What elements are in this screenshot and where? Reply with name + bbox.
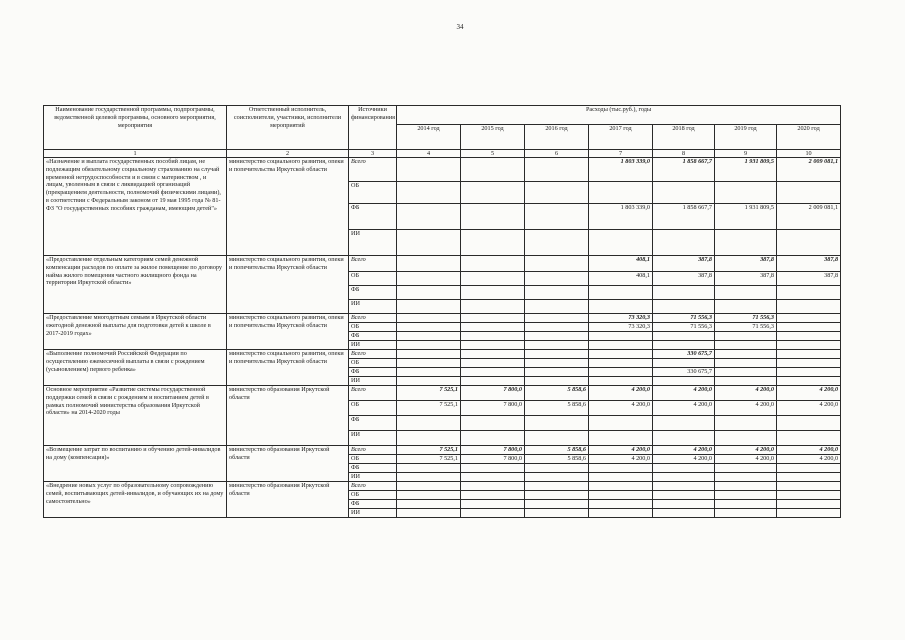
value-cell: 7 800,0 — [461, 446, 525, 455]
value-cell — [777, 368, 841, 377]
value-cell: 71 556,3 — [715, 323, 777, 332]
value-cell — [589, 300, 653, 314]
source-cell: Всего — [349, 158, 397, 182]
value-cell — [589, 350, 653, 359]
value-cell: 7 800,0 — [461, 386, 525, 401]
value-cell — [461, 473, 525, 482]
value-cell — [589, 341, 653, 350]
value-cell — [525, 416, 589, 431]
column-number: 7 — [589, 150, 653, 158]
value-cell: 4 200,0 — [777, 401, 841, 416]
value-cell — [589, 368, 653, 377]
value-cell — [715, 464, 777, 473]
table-row — [44, 314, 841, 323]
value-cell — [397, 464, 461, 473]
value-cell: 5 858,6 — [525, 446, 589, 455]
value-cell — [715, 473, 777, 482]
value-cell — [525, 204, 589, 230]
source-cell: ФБ — [349, 464, 397, 473]
value-cell — [461, 332, 525, 341]
value-cell — [777, 332, 841, 341]
value-cell — [715, 482, 777, 491]
value-cell — [653, 341, 715, 350]
value-cell: 387,8 — [715, 272, 777, 286]
table-row — [44, 446, 841, 455]
value-cell — [525, 158, 589, 182]
header-expenses: Расходы (тыс.руб.), годы — [397, 106, 841, 125]
value-cell — [461, 416, 525, 431]
executor-cell: министерство образования Иркутской области — [227, 386, 349, 446]
value-cell — [461, 182, 525, 204]
value-cell: 4 200,0 — [777, 455, 841, 464]
value-cell — [461, 314, 525, 323]
value-cell — [461, 491, 525, 500]
value-cell: 1 931 809,5 — [715, 204, 777, 230]
executor-cell: министерство социального развития, опеки и попечительства Иркутской области — [227, 158, 349, 256]
header-year: 2014 год — [397, 125, 461, 150]
source-cell: ОБ — [349, 182, 397, 204]
value-cell — [653, 491, 715, 500]
value-cell: 2 009 081,1 — [777, 158, 841, 182]
value-cell — [525, 464, 589, 473]
value-cell — [461, 482, 525, 491]
executor-cell: министерство образования Иркутской области — [227, 446, 349, 482]
value-cell — [397, 341, 461, 350]
value-cell: 387,8 — [715, 256, 777, 272]
value-cell — [589, 416, 653, 431]
value-cell: 4 200,0 — [653, 401, 715, 416]
value-cell: 7 800,0 — [461, 401, 525, 416]
value-cell — [461, 377, 525, 386]
value-cell — [715, 500, 777, 509]
value-cell — [525, 332, 589, 341]
value-cell: 330 675,7 — [653, 368, 715, 377]
value-cell: 71 556,3 — [653, 314, 715, 323]
table-row — [44, 350, 841, 359]
value-cell — [777, 314, 841, 323]
value-cell — [589, 377, 653, 386]
value-cell — [397, 509, 461, 518]
value-cell: 330 675,7 — [653, 350, 715, 359]
value-cell — [777, 482, 841, 491]
measure-name-cell: «Выполнение полномочий Российской Федерации по осуществлению ежемесячной выплаты в связи с рождением (усыновлением) первого ребенка» — [44, 350, 227, 386]
value-cell — [777, 431, 841, 446]
value-cell — [653, 300, 715, 314]
value-cell — [589, 286, 653, 300]
value-cell — [397, 286, 461, 300]
value-cell: 5 858,6 — [525, 386, 589, 401]
source-cell: Всего — [349, 482, 397, 491]
value-cell — [461, 509, 525, 518]
source-cell: Всего — [349, 386, 397, 401]
page-number: 34 — [456, 23, 464, 31]
value-cell: 7 800,0 — [461, 455, 525, 464]
value-cell — [777, 341, 841, 350]
value-cell — [777, 416, 841, 431]
value-cell — [397, 323, 461, 332]
value-cell — [397, 491, 461, 500]
value-cell: 5 858,6 — [525, 455, 589, 464]
value-cell — [525, 314, 589, 323]
source-cell: ИИ — [349, 509, 397, 518]
value-cell — [777, 230, 841, 256]
value-cell: 1 858 667,7 — [653, 204, 715, 230]
value-cell — [397, 431, 461, 446]
source-cell: ИИ — [349, 377, 397, 386]
value-cell — [777, 491, 841, 500]
value-cell — [525, 368, 589, 377]
value-cell — [525, 500, 589, 509]
value-cell: 1 931 809,5 — [715, 158, 777, 182]
value-cell — [715, 509, 777, 518]
value-cell — [461, 341, 525, 350]
value-cell: 4 200,0 — [715, 455, 777, 464]
value-cell — [589, 230, 653, 256]
value-cell — [777, 377, 841, 386]
value-cell — [589, 491, 653, 500]
source-cell: ИИ — [349, 431, 397, 446]
value-cell — [653, 332, 715, 341]
value-cell: 387,8 — [653, 272, 715, 286]
column-number: 5 — [461, 150, 525, 158]
value-cell — [397, 350, 461, 359]
value-cell — [525, 473, 589, 482]
value-cell — [525, 341, 589, 350]
source-cell: ИИ — [349, 341, 397, 350]
value-cell — [777, 300, 841, 314]
value-cell — [397, 473, 461, 482]
header-name: Наименование государственной программы, подпрограммы, ведомственной целевой программы, основного мероприятия, мероприятия — [44, 106, 227, 150]
value-cell — [777, 473, 841, 482]
value-cell — [525, 431, 589, 446]
executor-cell: министерство социального развития, опеки и попечительства Иркутской области — [227, 314, 349, 350]
financing-table — [43, 105, 841, 518]
value-cell: 7 525,1 — [397, 455, 461, 464]
executor-cell: министерство образования Иркутской области — [227, 482, 349, 518]
value-cell: 4 200,0 — [653, 455, 715, 464]
value-cell — [461, 323, 525, 332]
column-number: 1 — [44, 150, 227, 158]
value-cell — [397, 314, 461, 323]
value-cell — [715, 332, 777, 341]
value-cell: 7 525,1 — [397, 446, 461, 455]
value-cell — [777, 509, 841, 518]
value-cell: 4 200,0 — [653, 386, 715, 401]
value-cell: 73 320,3 — [589, 314, 653, 323]
value-cell: 1 803 339,0 — [589, 158, 653, 182]
source-cell: ФБ — [349, 500, 397, 509]
value-cell: 4 200,0 — [715, 386, 777, 401]
value-cell — [777, 464, 841, 473]
value-cell — [589, 332, 653, 341]
value-cell: 4 200,0 — [589, 455, 653, 464]
value-cell: 5 858,6 — [525, 401, 589, 416]
source-cell: ОБ — [349, 323, 397, 332]
header-year: 2016 год — [525, 125, 589, 150]
source-cell: ФБ — [349, 204, 397, 230]
value-cell — [461, 272, 525, 286]
header-year: 2018 год — [653, 125, 715, 150]
value-cell — [461, 359, 525, 368]
value-cell — [397, 272, 461, 286]
value-cell — [525, 323, 589, 332]
column-number: 3 — [349, 150, 397, 158]
value-cell: 4 200,0 — [715, 446, 777, 455]
value-cell — [589, 473, 653, 482]
value-cell — [777, 323, 841, 332]
value-cell: 4 200,0 — [589, 446, 653, 455]
executor-cell: министерство социального развития, опеки и попечительства Иркутской области — [227, 256, 349, 314]
value-cell — [525, 286, 589, 300]
header-year: 2020 год — [777, 125, 841, 150]
value-cell — [461, 158, 525, 182]
value-cell — [777, 500, 841, 509]
header-year: 2017 год — [589, 125, 653, 150]
value-cell: 71 556,3 — [653, 323, 715, 332]
value-cell — [525, 256, 589, 272]
value-cell — [777, 359, 841, 368]
value-cell — [777, 182, 841, 204]
value-cell: 1 858 667,7 — [653, 158, 715, 182]
source-cell: ОБ — [349, 272, 397, 286]
value-cell — [461, 256, 525, 272]
value-cell — [589, 509, 653, 518]
measure-name-cell: «Внедрение новых услуг по образовательному сопровождению семей, воспитывающих детей-инвалидов, и обучающих их на дому самостоятельно» — [44, 482, 227, 518]
table-row — [44, 386, 841, 401]
value-cell — [715, 341, 777, 350]
column-numbers-row — [44, 150, 841, 158]
value-cell — [777, 286, 841, 300]
value-cell — [589, 182, 653, 204]
value-cell — [525, 230, 589, 256]
source-cell: ОБ — [349, 359, 397, 368]
value-cell: 4 200,0 — [777, 386, 841, 401]
value-cell — [397, 204, 461, 230]
table-body — [44, 158, 841, 518]
source-cell: ИИ — [349, 473, 397, 482]
source-cell: ФБ — [349, 286, 397, 300]
value-cell: 1 803 339,0 — [589, 204, 653, 230]
value-cell — [525, 377, 589, 386]
value-cell: 4 200,0 — [715, 401, 777, 416]
executor-cell: министерство социального развития, опеки и попечительства Иркутской области — [227, 350, 349, 386]
value-cell — [715, 230, 777, 256]
value-cell — [397, 158, 461, 182]
value-cell — [525, 482, 589, 491]
value-cell — [653, 286, 715, 300]
value-cell — [397, 230, 461, 256]
value-cell — [653, 464, 715, 473]
column-number: 9 — [715, 150, 777, 158]
value-cell — [397, 377, 461, 386]
value-cell — [461, 500, 525, 509]
header-year: 2015 год — [461, 125, 525, 150]
value-cell — [715, 359, 777, 368]
column-number: 8 — [653, 150, 715, 158]
value-cell: 408,1 — [589, 272, 653, 286]
value-cell: 73 320,3 — [589, 323, 653, 332]
value-cell — [397, 500, 461, 509]
source-cell: Всего — [349, 256, 397, 272]
value-cell: 4 200,0 — [589, 401, 653, 416]
value-cell — [397, 368, 461, 377]
source-cell: ОБ — [349, 401, 397, 416]
value-cell — [653, 359, 715, 368]
measure-name-cell: «Предоставление многодетным семьям в Иркутской области ежегодной денежной выплаты для подготовки детей к школе в 2017-2019 годах» — [44, 314, 227, 350]
value-cell — [397, 482, 461, 491]
source-cell: Всего — [349, 446, 397, 455]
value-cell: 4 200,0 — [653, 446, 715, 455]
value-cell — [397, 300, 461, 314]
value-cell: 408,1 — [589, 256, 653, 272]
measure-name-cell: «Назначение и выплата государственных пособий лицам, не подлежащим обязательному социальному страхованию на случай временной нетрудоспособности и в связи с материнством , и лицам, уволенным в связи с ликвидацией организаций (прекращением деятельности, полномочий физическими лицами), в соответствии с Федеральным законом от 19 мая 1995 года № 81-ФЗ "О государственных пособиях гражданам, имеющим детей"» — [44, 158, 227, 256]
value-cell — [525, 359, 589, 368]
value-cell — [461, 350, 525, 359]
value-cell — [715, 182, 777, 204]
value-cell: 4 200,0 — [777, 446, 841, 455]
value-cell — [525, 509, 589, 518]
header-year: 2019 год — [715, 125, 777, 150]
source-cell: ИИ — [349, 300, 397, 314]
source-cell: ОБ — [349, 455, 397, 464]
value-cell — [715, 286, 777, 300]
value-cell — [525, 491, 589, 500]
value-cell — [397, 182, 461, 204]
source-cell: ОБ — [349, 491, 397, 500]
value-cell — [653, 482, 715, 491]
value-cell — [715, 491, 777, 500]
value-cell: 387,8 — [777, 256, 841, 272]
measure-name-cell: «Возмещение затрат по воспитанию и обучению детей-инвалидов на дому (компенсация)» — [44, 446, 227, 482]
source-cell: Всего — [349, 350, 397, 359]
value-cell — [653, 509, 715, 518]
value-cell — [653, 377, 715, 386]
value-cell — [653, 416, 715, 431]
value-cell — [461, 230, 525, 256]
value-cell: 71 556,3 — [715, 314, 777, 323]
value-cell — [589, 431, 653, 446]
source-cell: ИИ — [349, 230, 397, 256]
value-cell — [525, 182, 589, 204]
value-cell — [461, 464, 525, 473]
value-cell — [653, 182, 715, 204]
value-cell — [589, 464, 653, 473]
value-cell — [715, 431, 777, 446]
value-cell — [589, 500, 653, 509]
value-cell — [461, 204, 525, 230]
measure-name-cell: Основное мероприятие «Развитие системы государственной поддержки семей в связи с рождением и воспитанием детей в рамках полномочий министерства образования Иркутской области» на 2014-2020 годы — [44, 386, 227, 446]
value-cell — [525, 350, 589, 359]
value-cell — [589, 359, 653, 368]
value-cell — [653, 500, 715, 509]
source-cell: ФБ — [349, 332, 397, 341]
value-cell: 387,8 — [653, 256, 715, 272]
table-row — [44, 256, 841, 272]
value-cell — [715, 416, 777, 431]
value-cell — [715, 350, 777, 359]
table-row — [44, 482, 841, 491]
value-cell: 2 009 081,1 — [777, 204, 841, 230]
source-cell: ФБ — [349, 416, 397, 431]
value-cell — [525, 300, 589, 314]
value-cell — [461, 431, 525, 446]
header-source: Источники финансирования — [349, 106, 397, 150]
value-cell — [397, 359, 461, 368]
value-cell — [715, 377, 777, 386]
column-number: 10 — [777, 150, 841, 158]
table-row — [44, 158, 841, 182]
value-cell: 7 525,1 — [397, 386, 461, 401]
value-cell: 4 200,0 — [589, 386, 653, 401]
measure-name-cell: «Предоставление отдельным категориям семей денежной компенсации расходов по оплате за жилое помещение по договору найма жилого помещения частного жилищного фонда на территории Иркутской области» — [44, 256, 227, 314]
value-cell — [397, 332, 461, 341]
source-cell: Всего — [349, 314, 397, 323]
value-cell — [715, 368, 777, 377]
value-cell — [461, 286, 525, 300]
value-cell — [397, 416, 461, 431]
value-cell — [461, 300, 525, 314]
column-number: 6 — [525, 150, 589, 158]
column-number: 4 — [397, 150, 461, 158]
value-cell — [715, 300, 777, 314]
value-cell — [525, 272, 589, 286]
value-cell — [653, 431, 715, 446]
value-cell — [653, 230, 715, 256]
value-cell — [589, 482, 653, 491]
value-cell — [777, 350, 841, 359]
value-cell — [461, 368, 525, 377]
column-number: 2 — [227, 150, 349, 158]
header-executor: Ответственный исполнитель, соисполнители, участники, исполнители мероприятий — [227, 106, 349, 150]
value-cell — [397, 256, 461, 272]
value-cell — [653, 473, 715, 482]
source-cell: ФБ — [349, 368, 397, 377]
value-cell: 387,8 — [777, 272, 841, 286]
value-cell: 7 525,1 — [397, 401, 461, 416]
